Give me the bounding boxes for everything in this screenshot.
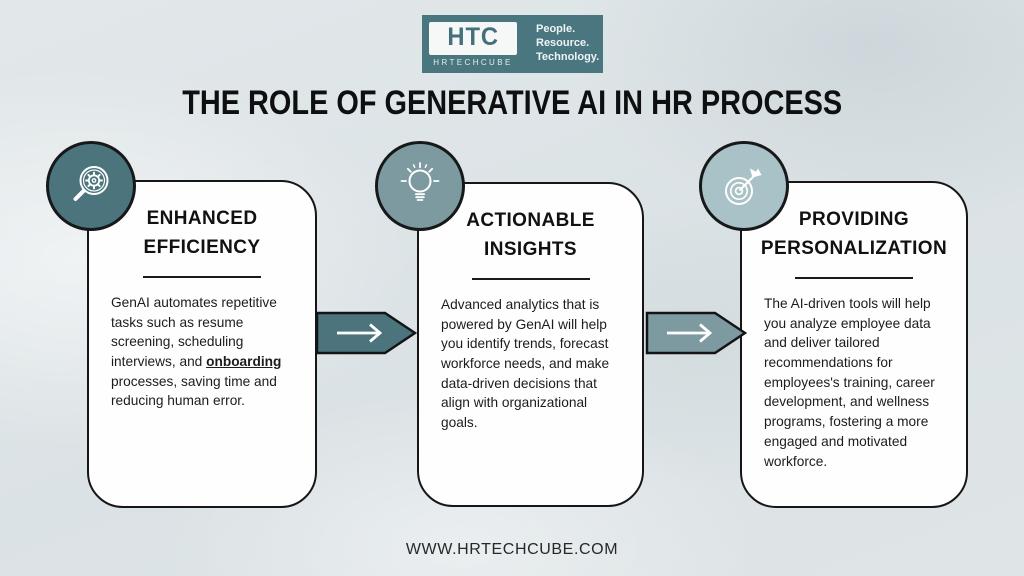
card-body: The AI-driven tools will help you analyze employee data and deliver tailored recommendations for employees's training, career development, and wellness programs, fostering a more engaged and motivated workforce. [764,295,935,469]
card-title-underline [143,276,261,278]
card-body: Advanced analytics that is powered by GenAI will help you identify trends, forecast workforce needs, and make data-driven decisions that align with organizational goals. [441,296,610,431]
badge-providing-personalization [699,141,789,231]
logo-monogram-box [429,22,517,55]
card-title: PROVIDING PERSONALIZATION [760,209,948,260]
flow-arrow-2 right-arrow-icon [645,308,747,358]
logo-monogram: HTC [447,22,499,51]
brand-logo [422,15,603,73]
highlighted-term: onboarding [206,354,282,370]
card-title-underline [472,278,590,280]
page-title: THE ROLE OF GENERATIVE AI IN HR PROCESS [182,84,842,122]
logo-brand-name: HRTECHCUBE [433,57,513,67]
card-providing-personalization [740,181,968,508]
magnifier-gear-icon [64,159,118,213]
target-arrow-icon [717,159,771,213]
badge-actionable-insights [375,141,465,231]
lightbulb-icon [393,159,447,213]
logo-left-block [429,22,517,67]
card-enhanced-efficiency [87,180,317,508]
card-title: ACTIONABLE INSIGHTS [466,210,595,261]
logo-tagline [536,23,599,64]
card-actionable-insights [417,182,644,507]
logo-tagline-line: Resource. [536,37,590,50]
badge-enhanced-efficiency [46,141,136,231]
website-url: WWW.HRTECHCUBE.COM [405,541,619,558]
flow-arrow-1 right-arrow-icon [315,308,417,358]
logo-tagline-line: Technology. [536,50,600,63]
card-title-underline [795,277,913,279]
card-title: ENHANCED EFFICIENCY [143,208,261,259]
card-body: GenAI automates repetitive tasks such as resume screening, scheduling interviews, and onboarding processes, saving time and reducing human error. [111,294,282,409]
logo-tagline-line: People. [536,23,576,36]
